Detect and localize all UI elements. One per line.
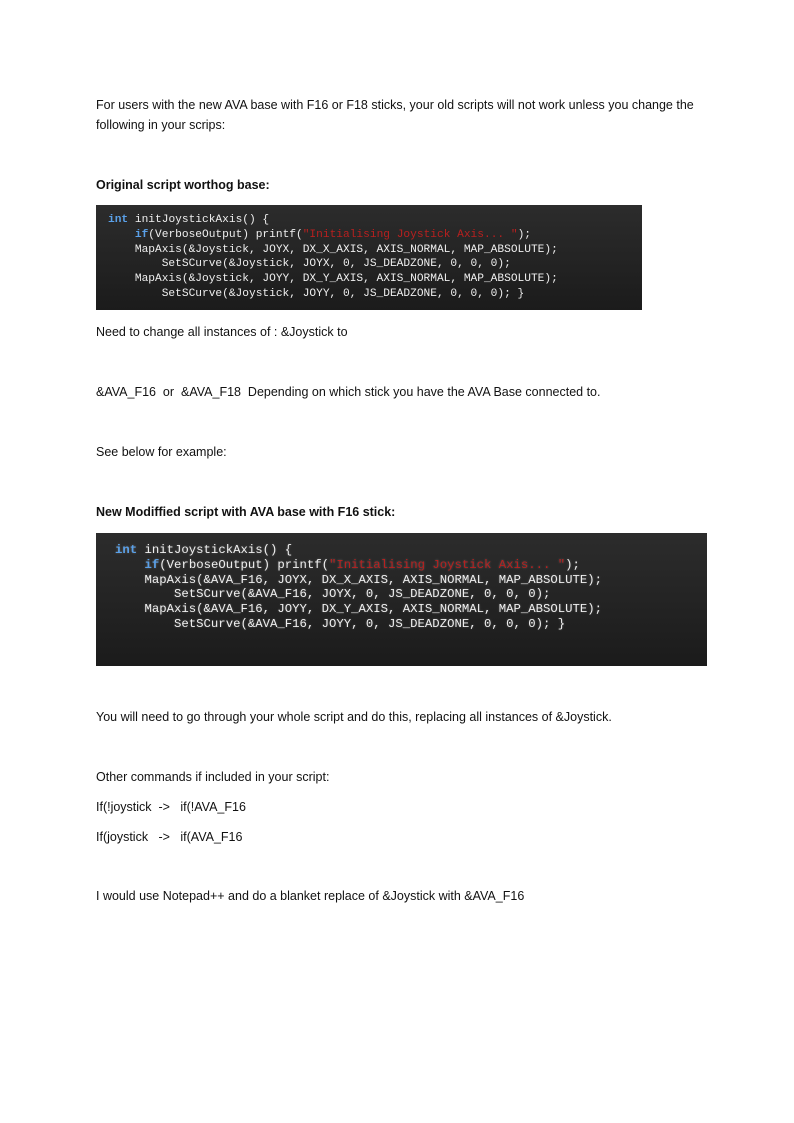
need-change-paragraph: Need to change all instances of : &Joystick to: [96, 325, 348, 339]
code-keyword: int: [115, 543, 138, 557]
code-line: SetSCurve(&Joystick, JOYX, 0, JS_DEADZONE, 0, 0, 0);: [108, 258, 511, 271]
code-string: "Initialising Joystick Axis... ": [329, 557, 566, 572]
code-line: MapAxis(&Joystick, JOYY, DX_Y_AXIS, AXIS_NORMAL, MAP_ABSOLUTE);: [108, 273, 558, 286]
see-below-paragraph: See below for example:: [96, 445, 227, 459]
code-keyword: if: [144, 557, 160, 572]
code-string: "Initialising Joystick Axis... ": [302, 228, 518, 241]
code-text: );: [517, 228, 531, 241]
ava-options-paragraph: &AVA_F16 or &AVA_F18 Depending on which stick you have the AVA Base connected to.: [96, 385, 601, 399]
code-line: SetSCurve(&Joystick, JOYY, 0, JS_DEADZONE, 0, 0, 0); }: [108, 287, 525, 300]
code-indent: [115, 558, 145, 572]
code-line: MapAxis(&AVA_F16, JOYX, DX_X_AXIS, AXIS_NORMAL, MAP_ABSOLUTE);: [115, 572, 603, 587]
code-line: SetSCurve(&AVA_F16, JOYY, 0, JS_DEADZONE, 0, 0, 0); }: [115, 616, 566, 631]
command-example-negated: If(!joystick -> if(!AVA_F16: [96, 800, 246, 814]
intro-paragraph: For users with the new AVA base with F16 or F18 sticks, your old scripts will not work unless you change the following in your scrips:: [96, 98, 698, 132]
whole-script-paragraph: You will need to go through your whole script and do this, replacing all instances of &Joystick.: [96, 710, 612, 724]
original-script-heading: Original script worthog base:: [96, 178, 270, 192]
code-line: MapAxis(&Joystick, JOYX, DX_X_AXIS, AXIS_NORMAL, MAP_ABSOLUTE);: [108, 243, 558, 256]
code-line: [115, 558, 707, 573]
code-text: initJoystickAxis() {: [128, 214, 270, 226]
code-line: SetSCurve(&AVA_F16, JOYX, 0, JS_DEADZONE, 0, 0, 0);: [115, 587, 551, 602]
original-code-block: [96, 205, 642, 310]
code-keyword: if: [134, 228, 149, 241]
notepad-paragraph: I would use Notepad++ and do a blanket replace of &Joystick with &AVA_F16: [96, 889, 525, 903]
code-line: [108, 228, 642, 243]
other-commands-paragraph: Other commands if included in your script:: [96, 770, 330, 784]
code-text: );: [565, 557, 580, 572]
code-line: MapAxis(&AVA_F16, JOYY, DX_Y_AXIS, AXIS_NORMAL, MAP_ABSOLUTE);: [115, 602, 603, 617]
code-text: (VerboseOutput) printf(: [159, 557, 330, 572]
code-text: (VerboseOutput) printf(: [148, 228, 303, 241]
code-line: [108, 213, 642, 228]
code-line: [115, 543, 707, 558]
code-keyword: int: [108, 214, 129, 226]
modified-script-heading: New Modiffied script with AVA base with F16 stick:: [96, 505, 396, 519]
command-example-plain: If(joystick -> if(AVA_F16: [96, 830, 243, 844]
modified-code-block: [96, 533, 707, 666]
code-indent: [108, 229, 135, 241]
code-text: initJoystickAxis() {: [137, 543, 293, 557]
